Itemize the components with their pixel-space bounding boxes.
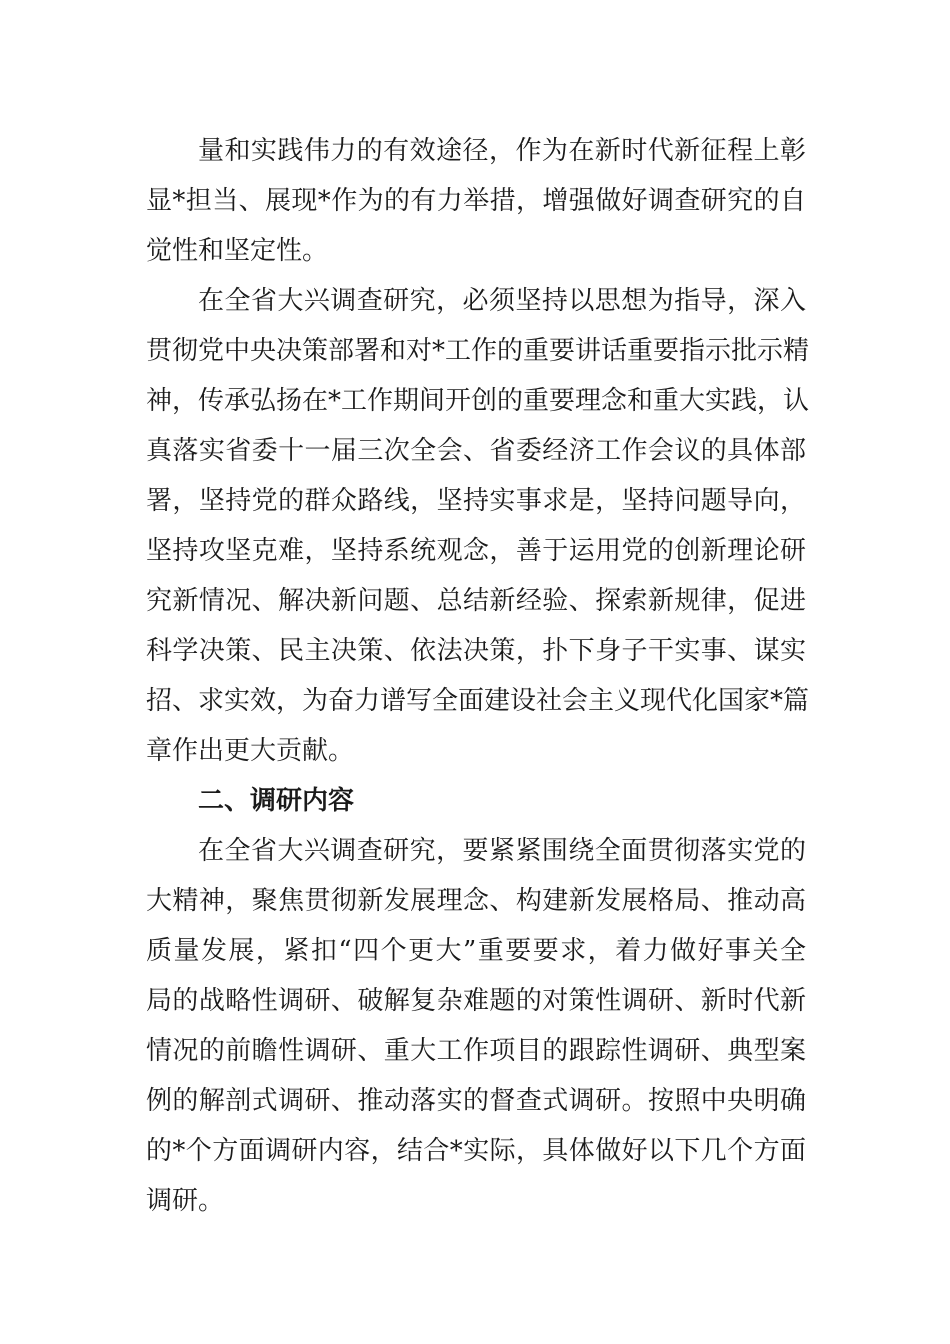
paragraph-line: 招、求实效，为奋力谱写全面建设社会主义现代化国家*篇 bbox=[146, 686, 810, 716]
paragraph-line: 质量发展，紧扣“四个更大”重要要求，着力做好事关全 bbox=[146, 936, 806, 966]
paragraph-line: 显*担当、展现*作为的有力举措，增强做好调查研究的自 bbox=[146, 186, 806, 216]
paragraph-line: 的*个方面调研内容，结合*实际，具体做好以下几个方面 bbox=[146, 1136, 806, 1166]
paragraph-line: 科学决策、民主决策、依法决策，扑下身子干实事、谋实 bbox=[146, 636, 806, 666]
paragraph-line: 调研。 bbox=[146, 1186, 225, 1216]
paragraph-line: 坚持攻坚克难，坚持系统观念，善于运用党的创新理论研 bbox=[146, 536, 806, 566]
section-heading: 二、调研内容 bbox=[198, 786, 355, 816]
paragraph-line: 真落实省委十一届三次全会、省委经济工作会议的具体部 bbox=[146, 436, 806, 466]
paragraph-line: 神，传承弘扬在*工作期间开创的重要理念和重大实践，认 bbox=[146, 386, 810, 416]
paragraph-line: 觉性和坚定性。 bbox=[146, 236, 329, 266]
paragraph-line: 贯彻党中央决策部署和对*工作的重要讲话重要指示批示精 bbox=[146, 336, 810, 366]
paragraph-line: 究新情况、解决新问题、总结新经验、探索新规律，促进 bbox=[146, 586, 806, 616]
paragraph-line: 署，坚持党的群众路线，坚持实事求是，坚持问题导向， bbox=[146, 486, 806, 516]
paragraph-line: 在全省大兴调查研究，必须坚持以思想为指导，深入 bbox=[198, 286, 806, 316]
paragraph-line: 局的战略性调研、破解复杂难题的对策性调研、新时代新 bbox=[146, 986, 806, 1016]
paragraph-line: 情况的前瞻性调研、重大工作项目的跟踪性调研、典型案 bbox=[146, 1036, 806, 1066]
paragraph-line: 大精神，聚焦贯彻新发展理念、构建新发展格局、推动高 bbox=[146, 886, 806, 916]
paragraph-line: 量和实践伟力的有效途径，作为在新时代新征程上彰 bbox=[198, 136, 806, 166]
paragraph-line: 在全省大兴调查研究，要紧紧围绕全面贯彻落实党的 bbox=[198, 836, 806, 866]
paragraph-line: 章作出更大贡献。 bbox=[146, 736, 355, 766]
paragraph-line: 例的解剖式调研、推动落实的督查式调研。按照中央明确 bbox=[146, 1086, 806, 1116]
